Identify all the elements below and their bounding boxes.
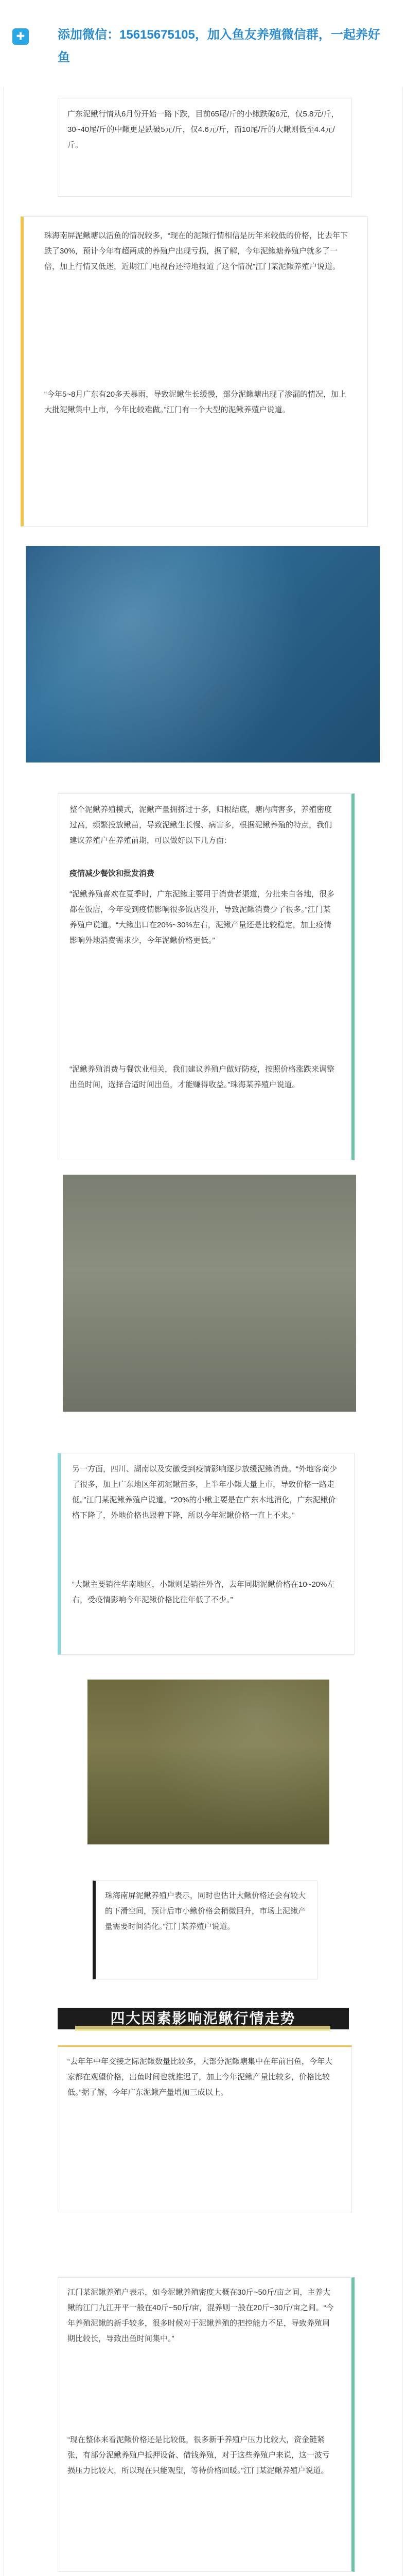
density-card (58, 2277, 355, 2572)
notice-icon: ✚ (12, 28, 29, 45)
water-photo (82, 1674, 334, 1850)
market-paragraph-1: 另一方面，四川、湖南以及安徽受到疫情影响逐步放缓泥鳅消费。“外地客商少了很多，加上广东地区年初泥鳅苗多，上半年小鳅大量上市，导致价格一路走低。”江门某泥鳅养殖户说道。“20%的小鳅主要是在广东本地消化，广东泥鳅价格下降了，外地价格也跟着下降，所以今年泥鳅价格一直上不来。” (72, 1465, 337, 1520)
interview-card (21, 216, 368, 527)
analysis-intro: 整个泥鳅养殖模式，泥鳅产量拥挤过于多，归根结底，塘内病害多，养殖密度过高，频繁投放鳅苗，导致泥鳅生长慢、病害多，根据泥鳅养殖的特点，我们建议养殖户在养殖前期，可以做好以下几方面： (69, 805, 332, 845)
interview-paragraph-1: 珠海南屏泥鳅塘以活鱼的情况较多，“现在的泥鳅行情相信是历年来较低的价格，比去年下跌了30%，预计今年有超两成的养殖户出现亏损，据了解，今年泥鳅塘养殖户就多了一倍，加上行情又低迷，近期江门电视台还特地报道了这个情况”江门某泥鳅养殖户说道。 (44, 231, 348, 271)
analysis-paragraph-2: “泥鳅养殖消费与餐饮业相关，我们建议养殖户做好防疫，按照价格涨跌来调整出鱼时间，选择合适时间出鱼，才能赚得收益。”珠海某养殖户说道。 (69, 1065, 334, 1089)
section-title-1-text: 四大因素影响泥鳅行情走势 (110, 2010, 296, 2026)
history-paragraph: “去年年中年交接之际泥鳅数量比较多，大部分泥鳅塘集中在年前出鱼，今年大家都在观望价格，出鱼时间也就推迟了，加上今年泥鳅产量比较多，价格比较低。”据了解，今年广东泥鳅产量增加三成以上。 (67, 2057, 332, 2097)
interview-paragraph-2: “今年5~8月广东有20多天暴雨，导致泥鳅生长缓慢，部分泥鳅塘出现了渗漏的情况，加上大批泥鳅集中上市，今年比较难做。”江门有一个大型的泥鳅养殖户说道。 (44, 390, 347, 414)
density-paragraph-2: “现在整体来看泥鳅价格还是比较低，很多新手养殖户压力比较大，资金链紧张，有部分泥鳅养殖户抵押设备、借钱养殖，对于这些养殖户来说，这一波亏损压力比较大，所以现在只能观望，等待价格回暖。”江门某泥鳅养殖户说道。 (67, 2435, 330, 2475)
history-card (58, 2045, 352, 2212)
density-paragraph-1: 江门某泥鳅养殖户表示，如今泥鳅养殖密度大概在30斤~50斤/亩之间，主养大鳅的江门九江开平一般在40斤~50斤/亩，混养则一般在20斤~30斤/亩之间。“今年养殖泥鳅的新手较多，很多时候对于泥鳅养殖的把控能力不足，导致养殖周期比较长，导致出鱼时间集中。” (67, 2288, 334, 2343)
analysis-paragraph-1: “泥鳅养殖喜欢在夏季时，广东泥鳅主要用于消费者渠道，分批来自各地，很多都在饭店，今年受到疫情影响很多饭店没开，导致泥鳅消费少了很多。”江门某养殖户说道。“大鳅出口在20%~30%左右，泥鳅产量还是比较稳定，加上疫情影响外地消费需求少，今年泥鳅价格更低。” (69, 890, 334, 945)
section-title-1 (0, 1999, 406, 2038)
price-paragraph: 广东泥鳅行情从6月份开始一路下跌，目前65尾/斤的小鳅跌破6元，仅5.8元/斤，30~40尾/斤的中鳅更是跌破5元/斤，仅4.6元/斤，而10尾/斤的大鳅则低至4.4元/斤。 (67, 110, 339, 149)
pond-photo (58, 1170, 361, 1417)
top-notice (0, 0, 406, 88)
forecast-paragraph: 珠海南屏泥鳅养殖户表示，同时也估计大鳅价格还会有较大的下滑空间，预计后市小鳅价格会稍微回升，市场上泥鳅产量需要时间消化。”江门某养殖户说道。 (105, 1891, 306, 1931)
market-card (58, 1453, 355, 1655)
eel-photo (21, 541, 385, 768)
analysis-card (58, 793, 355, 1160)
forecast-card (93, 1880, 317, 1979)
price-card (58, 98, 352, 197)
notice-text: 添加微信：15615675105，加入鱼友养殖微信群，一起养好鱼 (58, 28, 380, 64)
market-paragraph-2: “大鳅主要销往华南地区，小鳅则是销往外省，去年同期泥鳅价格在10~20%左右，受疫情影响今年泥鳅价格比往年低了不少。” (72, 1580, 335, 1604)
analysis-subtitle: 疫情减少餐饮和批发消费 (69, 869, 155, 878)
